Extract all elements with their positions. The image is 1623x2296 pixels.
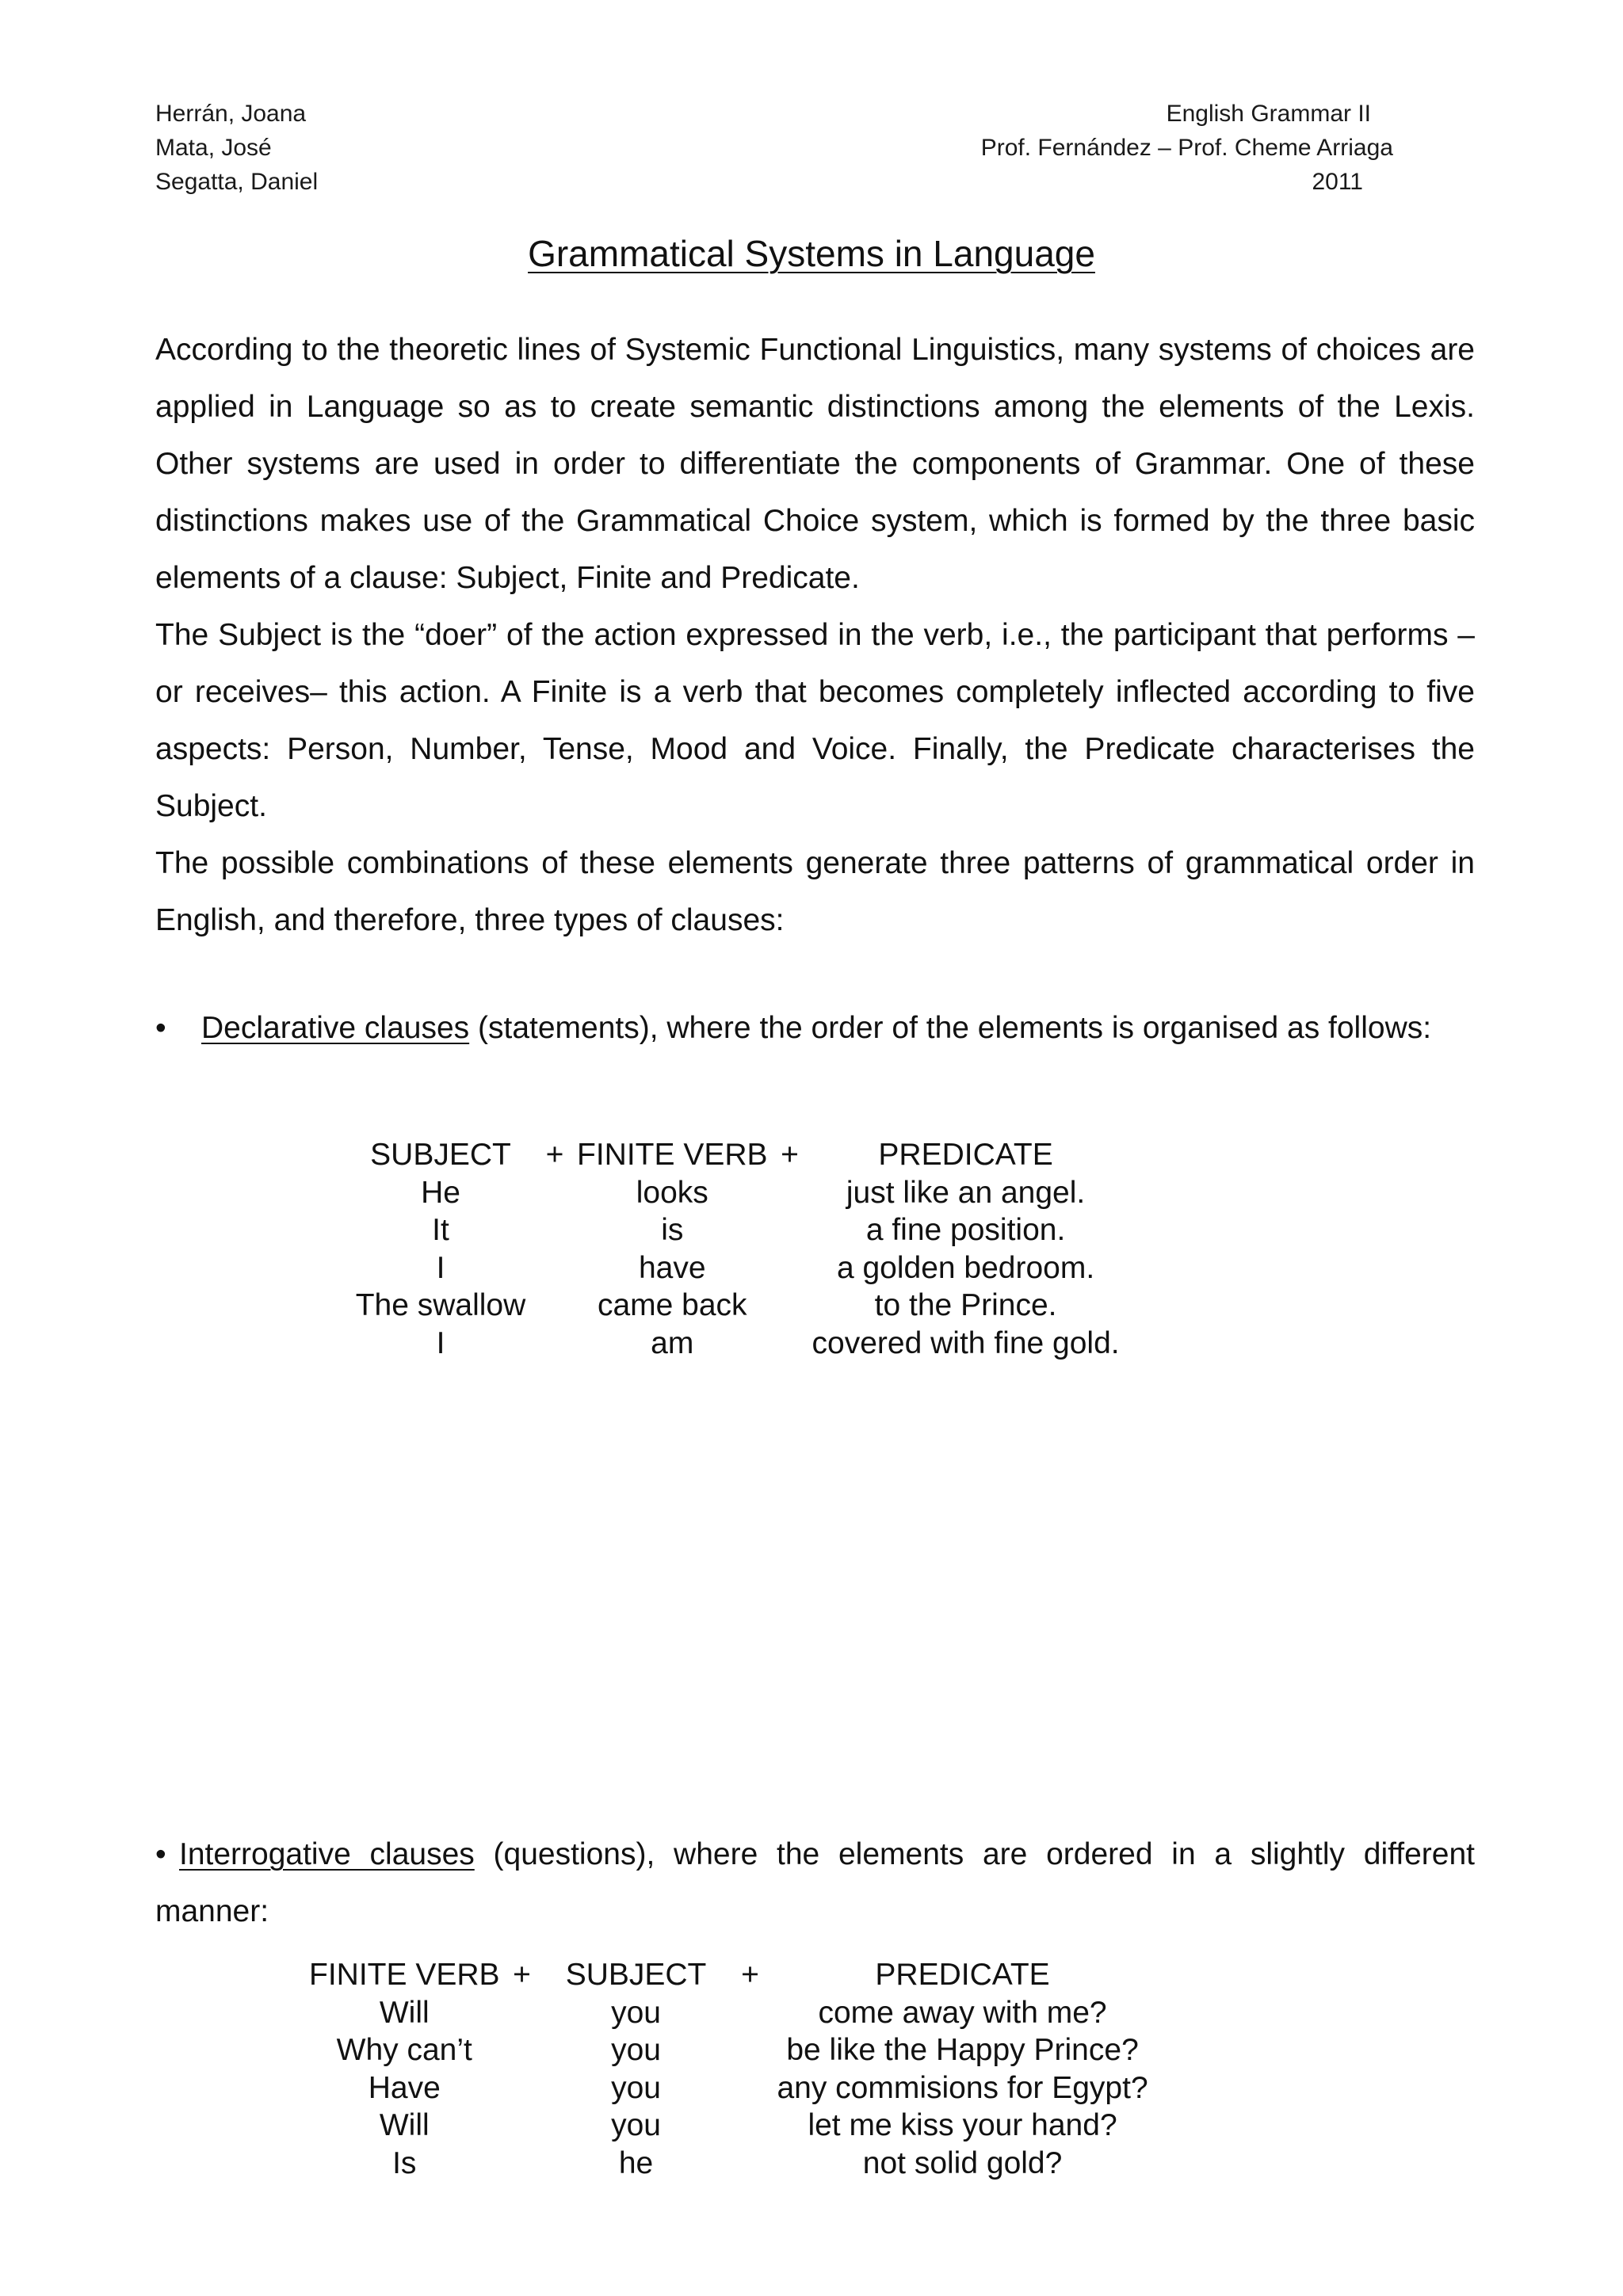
- subject-cell: It: [432, 1213, 449, 1247]
- subject-cell: you: [611, 1995, 661, 2030]
- bullet-mark: •: [155, 1837, 166, 1871]
- interrogative-table: [0, 1956, 1153, 2182]
- paragraph: According to the theoretic lines of Systemic Functional Linguistics, many systems of choices are applied in Language so as to create semantic distinctions among the elements of the Lexis. Other systems are used in order to differentiate the components of Grammar. One of these distinctions makes use of the Grammatical Choice system, which is formed by the three basic elements of a clause: Subject, Finite and Predicate.: [155, 333, 1475, 595]
- author-list: [155, 97, 318, 199]
- finite-cell: have: [638, 1250, 706, 1285]
- column-header: SUBJECT: [370, 1138, 511, 1172]
- table-row: [0, 2107, 1153, 2145]
- author-name: Mata, José: [155, 135, 272, 161]
- finite-cell: is: [661, 1213, 684, 1247]
- plus-sign: +: [741, 1958, 759, 1992]
- table-row: [0, 1994, 1153, 2032]
- professors: Prof. Fernández – Prof. Cheme Arriaga: [980, 135, 1393, 161]
- subject-cell: he: [618, 2145, 654, 2180]
- course-name: English Grammar II: [1166, 101, 1371, 127]
- column-header: PREDICATE: [878, 1138, 1053, 1172]
- author-name: Herrán, Joana: [155, 101, 307, 127]
- table-header-row: [0, 1956, 1153, 1994]
- predicate-cell: not solid gold?: [862, 2145, 1063, 2180]
- finite-cell: Have: [368, 2070, 441, 2105]
- interrogative-bullet: [155, 1826, 1475, 1940]
- subject-cell: I: [436, 1325, 445, 1360]
- predicate-cell: to the Prince.: [874, 1288, 1057, 1322]
- interrogative-description: (questions), where the elements are ordered in a slightly different manner:: [155, 1837, 1475, 1928]
- subject-cell: The swallow: [355, 1288, 526, 1322]
- finite-cell: Why can’t: [336, 2033, 472, 2067]
- bullet-mark: •: [155, 1011, 166, 1045]
- column-header: PREDICATE: [875, 1958, 1050, 1992]
- plus-sign: +: [545, 1138, 564, 1172]
- table-row: [0, 2031, 1153, 2069]
- finite-cell: Will: [379, 2108, 430, 2142]
- column-header: FINITE VERB: [577, 1138, 768, 1172]
- table-row: [0, 1287, 1120, 1325]
- course-info: [680, 97, 1393, 199]
- document-title: Grammatical Systems in Language: [528, 233, 1095, 274]
- table-row: [0, 2069, 1153, 2107]
- table-row: [0, 1174, 1120, 1212]
- author-name: Segatta, Daniel: [155, 169, 319, 195]
- table-row: [0, 1249, 1120, 1287]
- predicate-cell: come away with me?: [818, 1995, 1107, 2030]
- finite-cell: am: [651, 1325, 694, 1360]
- finite-cell: looks: [636, 1175, 708, 1210]
- declarative-description: (statements), where the order of the elements is organised as follows:: [469, 1011, 1432, 1045]
- subject-cell: I: [436, 1250, 445, 1285]
- predicate-cell: a golden bedroom.: [836, 1250, 1095, 1285]
- column-header: SUBJECT: [565, 1958, 707, 1992]
- declarative-table: [0, 1136, 1120, 1362]
- table-row: [0, 2145, 1153, 2183]
- predicate-cell: covered with fine gold.: [812, 1325, 1120, 1360]
- year: 2011: [1312, 169, 1363, 195]
- table-row: [0, 1325, 1120, 1363]
- subject-cell: you: [611, 2070, 661, 2105]
- table-row: [0, 1211, 1120, 1249]
- paragraph: The possible combinations of these elements generate three patterns of grammatical order in English, and therefore, three types of clauses:: [155, 846, 1475, 937]
- declarative-bullet: [155, 1000, 1475, 1057]
- predicate-cell: let me kiss your hand?: [808, 2108, 1117, 2142]
- column-header: FINITE VERB: [309, 1958, 500, 1992]
- predicate-cell: a fine position.: [865, 1213, 1066, 1247]
- subject-cell: you: [611, 2033, 661, 2067]
- plus-sign: +: [781, 1138, 799, 1172]
- intro-text: [155, 322, 1475, 949]
- table-header-row: [0, 1136, 1120, 1174]
- paragraph: The Subject is the “doer” of the action expressed in the verb, i.e., the participant that performs –or receives– this action. A Finite is a verb that becomes completely inflected according to five aspects: Person, Number, Tense, Mood and Voice. Finally, the Predicate characterises the Subject.: [155, 618, 1475, 823]
- finite-cell: Will: [379, 1995, 430, 2030]
- predicate-cell: be like the Happy Prince?: [786, 2033, 1139, 2067]
- predicate-cell: any commisions for Egypt?: [777, 2070, 1148, 2105]
- predicate-cell: just like an angel.: [846, 1175, 1086, 1210]
- finite-cell: came back: [597, 1288, 747, 1322]
- declarative-term: Declarative clauses: [201, 1011, 470, 1045]
- subject-cell: He: [421, 1175, 460, 1210]
- finite-cell: Is: [392, 2145, 417, 2180]
- plus-sign: +: [513, 1958, 531, 1992]
- subject-cell: you: [611, 2108, 661, 2142]
- interrogative-term: Interrogative clauses: [179, 1837, 475, 1871]
